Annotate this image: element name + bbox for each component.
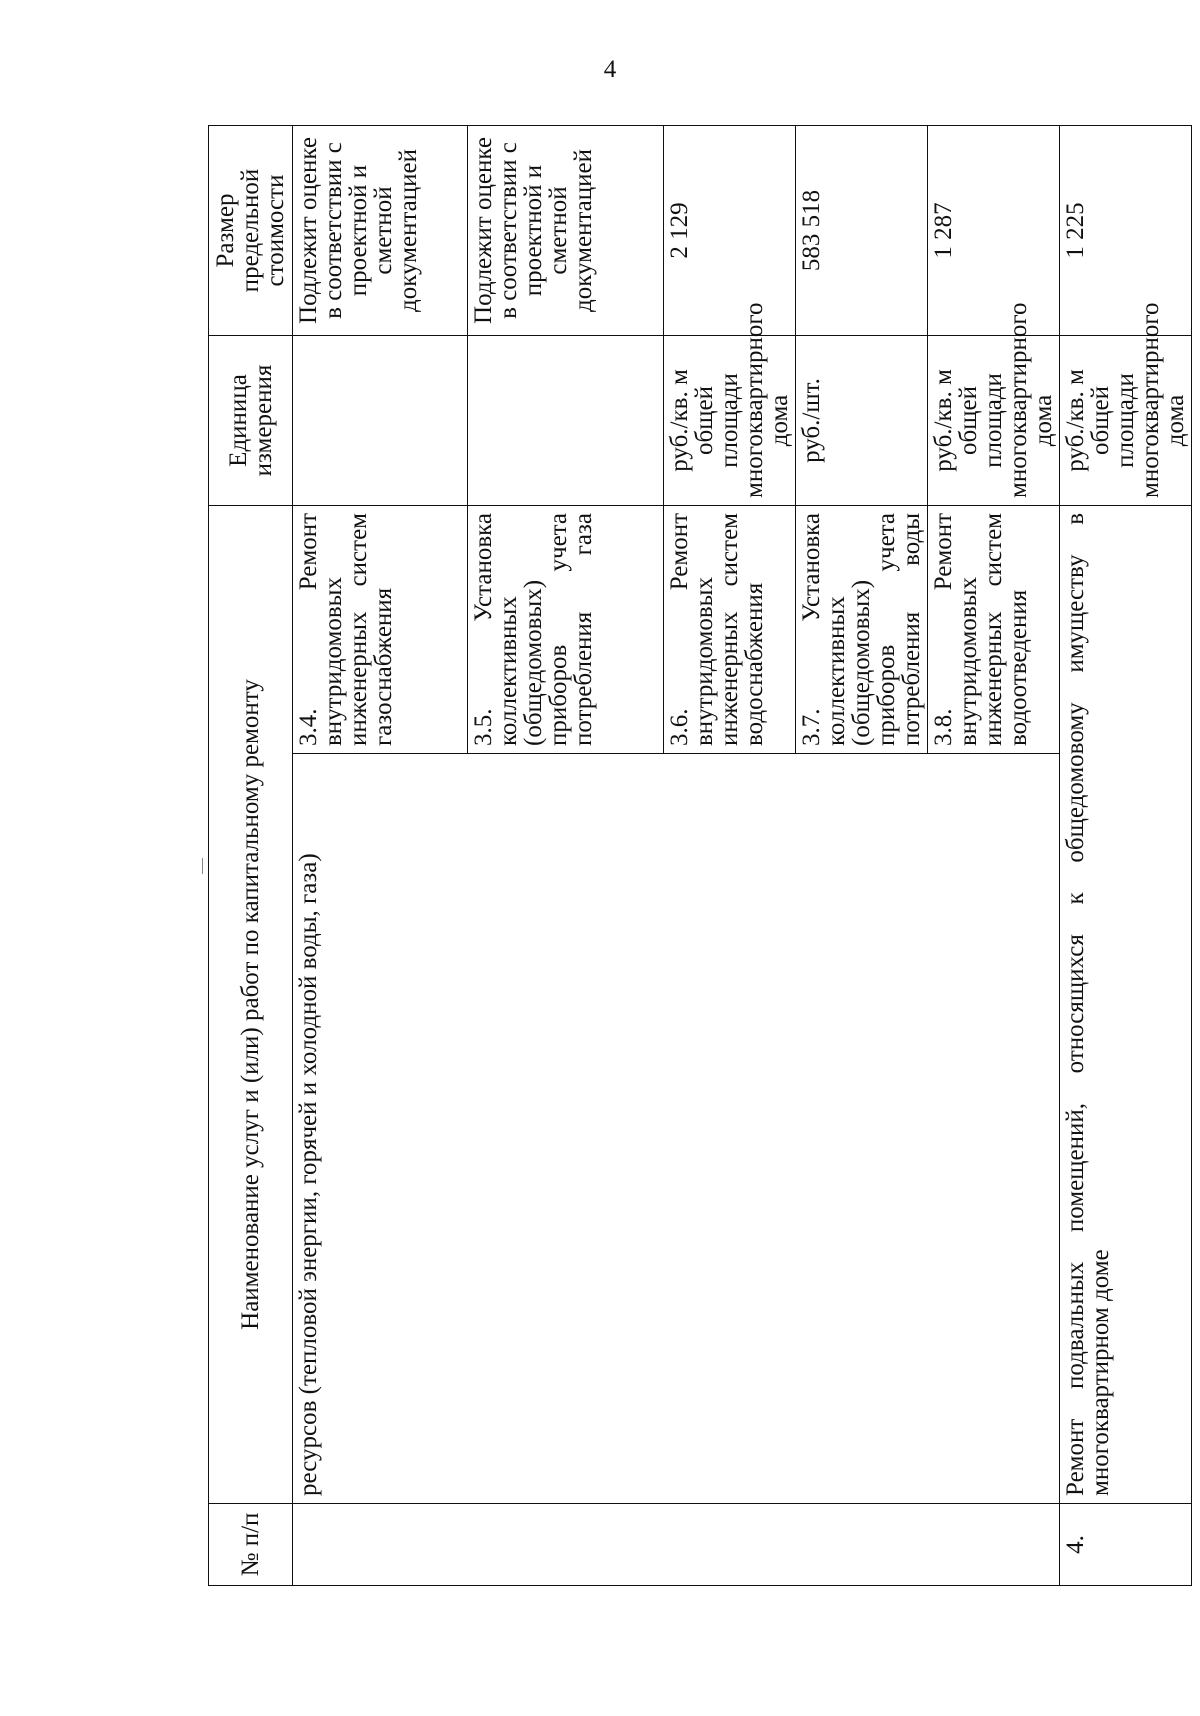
table-row (293, 126, 468, 1586)
row-3-7-name: 3.7. Установка коллективных (общедомовых) приборов учета потребления воды (796, 506, 928, 754)
row-3-4-unit (293, 336, 468, 506)
row-4-cost: 1 225 (1060, 126, 1192, 336)
page-number: 4 (603, 56, 617, 83)
rotated-table-container (208, 126, 1189, 1586)
header-num: № п/п (209, 1504, 293, 1586)
cost-table (208, 125, 1192, 1586)
group3-num-cell (293, 1504, 1060, 1586)
row-3-6-name: 3.6. Ремонт внутридомовых инженерных систем водоснабжения (664, 506, 796, 754)
row-3-4-cost: Подлежит оценке в соответствии с проектной и сметной документацией (293, 126, 468, 336)
row-3-7-cost: 583 518 (796, 126, 928, 336)
scan-mark (202, 858, 203, 874)
row-3-4-name: 3.4. Ремонт внутридомовых инженерных систем газоснабжения (293, 506, 468, 754)
row-3-5-unit (468, 336, 664, 506)
row-3-8-cost: 1 287 (928, 126, 1060, 336)
row-3-8-name: 3.8. Ремонт внутридомовых инженерных систем водоотведения (928, 506, 1060, 754)
row-3-6-unit: руб./кв. м общей площади многоквартирного дома (664, 336, 796, 506)
row-3-5-name: 3.5. Установка коллективных (общедомовых) приборов учета потребления газа (468, 506, 664, 754)
row-4-name: Ремонт подвальных помещений, относящихся к общедомовому имуществу в многоквартирном доме (1060, 506, 1192, 1504)
row-3-5-cost: Подлежит оценке в соответствии с проектной и сметной документацией (468, 126, 664, 336)
row-3-6-cost: 2 129 (664, 126, 796, 336)
group3-continuation: ресурсов (тепловой энергии, горячей и холодной воды, газа) (293, 754, 1060, 1504)
row-4-unit: руб./кв. м общей площади многоквартирного дома (1060, 336, 1192, 506)
header-unit: Единица измерения (209, 336, 293, 506)
table-row (1060, 126, 1192, 1586)
header-name: Наименование услуг и (или) работ по капитальному ремонту (209, 506, 293, 1504)
header-cost: Размер предельной стоимости (209, 126, 293, 336)
row-4-num: 4. (1060, 1504, 1192, 1586)
row-3-7-unit: руб./шт. (796, 336, 928, 506)
table-header-row (209, 126, 293, 1586)
row-3-8-unit: руб./кв. м общей площади многоквартирного дома (928, 336, 1060, 506)
